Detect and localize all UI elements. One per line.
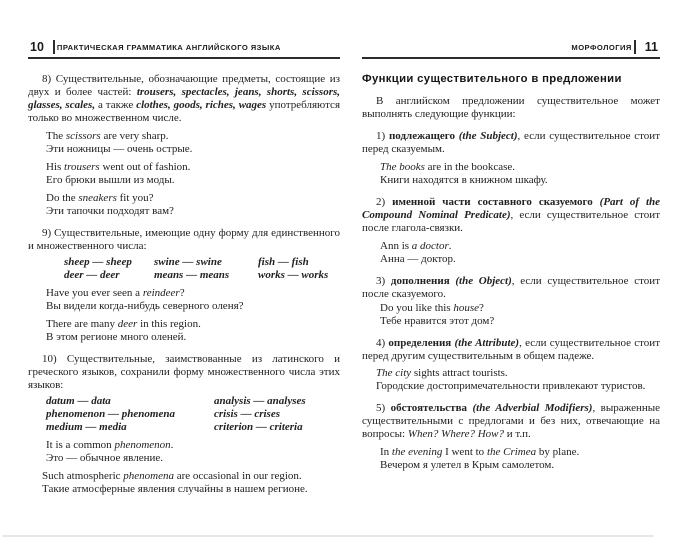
numbered-paragraph [362,130,660,156]
page-left-body [28,73,340,496]
text-segment: Его брюки вышли из моды. [46,174,175,186]
example-english [380,446,660,459]
example-english [46,318,340,331]
example-translation [46,205,340,218]
text-segment: 3) [376,275,391,287]
word-pair: sheep — sheep [64,256,132,268]
paragraph [28,470,340,483]
example-english [46,287,340,300]
text-segment: , если существительное стоит после сказуемого. [362,275,661,300]
numbered-paragraph [362,337,660,363]
example-english [46,192,340,205]
text-segment: Книги находятся в книжном шкафу. [380,174,548,186]
word-pair: criterion — criteria [214,421,303,433]
text-segment: дополнения [390,275,450,287]
text-segment: His [46,161,65,173]
text-segment: by plane. [536,446,580,458]
page-number-right: 11 [634,40,660,54]
text-segment: 1) [376,130,389,142]
text-segment: There are many [46,318,118,330]
text-segment: scissors [65,130,101,142]
example-translation [380,253,660,266]
text-segment: It is a common [46,439,115,451]
text-segment: went out of fashion. [99,161,191,173]
text-segment [593,196,600,208]
text-segment: . [170,439,174,451]
text-segment: are very sharp. [100,130,169,142]
text-segment: a doctor [411,240,449,252]
text-segment: 4) [376,337,389,349]
text-segment: (the Adverbial Modifiers) [472,402,593,414]
example-pair [46,192,340,218]
text-segment: Such atmospheric [42,470,124,482]
numbered-paragraph [362,275,660,301]
word-pair: phenomenon — phenomena [46,408,175,420]
word-pair: swine — swine [154,256,222,268]
example-translation [46,174,340,187]
text-segment: are occasional in our region. [173,470,302,482]
text-segment: sneakers [78,192,117,204]
text-segment: phenomena [123,470,174,482]
text-segment: Эти тапочки подходят вам? [46,205,174,217]
example-pair [380,240,660,266]
text-segment: . [448,240,452,252]
text-segment: I went to [442,446,487,458]
page-number-left: 10 [28,40,55,54]
text-segment: Это — обычное явление. [46,452,163,464]
text-segment: Городские достопримечательности привлекают туристов. [376,380,646,392]
text-segment: (the Object) [455,275,512,287]
word-pair: means — means [154,269,230,281]
word-pair: crisis — crises [214,408,280,420]
text-segment: именной части составного сказуемого [392,196,593,208]
text-segment: 5) [376,402,391,414]
text-segment: phenomenon [114,439,171,451]
paragraph [362,380,660,393]
page-right-header [362,40,660,59]
word-pair: datum — data [46,395,111,407]
text-segment: подлежащего [388,130,455,142]
example-translation [380,174,660,187]
paragraph [362,95,660,121]
text-segment: trousers, spectacles, jeans, shorts, scissors, glasses, scales, [28,86,341,111]
text-segment: Вы видели когда-нибудь северного оленя? [46,300,244,312]
numbered-paragraph [28,73,340,125]
text-segment: house [453,302,480,314]
text-segment: ? [479,302,484,314]
example-pair [46,287,340,313]
running-title-left: ПРАКТИЧЕСКАЯ ГРАММАТИКА АНГЛИЙСКОГО ЯЗЫКА [56,42,281,52]
numbered-paragraph [362,196,660,235]
example-english [380,302,660,315]
word-pair: fish — fish [258,256,309,268]
text-segment: , если существительное стоит перед другим существительным в общем падеже. [362,337,660,362]
example-translation [46,331,340,344]
text-segment: , если существительное стоит после глагола-связки. [362,209,660,234]
text-segment: и т.п. [504,428,531,440]
page-right-body [362,73,660,472]
example-translation [46,452,340,465]
page-bottom-edge [2,535,654,537]
text-segment: определения [388,337,452,349]
text-segment: В английском предложении существительное может выполнять следующие функции: [362,95,660,120]
word-pair: works — works [258,269,329,281]
text-segment: reindeer [142,287,180,299]
text-segment: Ann is [380,240,412,252]
text-segment: В этом регионе много оленей. [46,331,187,343]
text-segment: The city [376,367,412,379]
text-segment: употребляются только во множественном числе. [28,99,340,124]
text-segment: In [380,446,392,458]
text-segment: When? Where? How? [407,428,504,440]
text-segment: the Crimea [486,446,537,458]
text-segment: Вечером я улетел в Крым самолетом. [380,459,555,471]
word-pair: analysis — analyses [214,395,306,407]
example-english [380,161,660,174]
example-english [46,439,340,452]
text-segment: in this region. [137,318,201,330]
paragraph [362,367,660,380]
example-pair [46,318,340,344]
example-english [46,130,340,143]
text-segment: Do the [46,192,79,204]
text-segment: sights attract tourists. [411,367,508,379]
text-segment: (Part of the Compound Nominal Predicate) [362,196,660,221]
paragraph [28,483,340,496]
example-pair [46,439,340,465]
text-segment: , выраженные существительными с предлогами и без них, отвечающие на вопросы: [362,402,661,440]
text-segment: обстоятельства [390,402,468,414]
text-segment: Эти ножницы — очень острые. [46,143,193,155]
example-translation [380,459,660,472]
text-segment: 10) Существительные, заимствованные из латинского и греческого языков, сохранили форму множественного числа этих языков: [28,353,340,391]
word-pairs-table [46,395,340,434]
page-left-header [28,40,340,59]
example-english [380,240,660,253]
running-title-right: МОРФОЛОГИЯ [571,42,632,52]
text-segment: deer [117,318,138,330]
example-translation [46,300,340,313]
section-heading: Функции существительного в предложении [362,73,622,85]
text-segment: Анна — доктор. [380,253,456,265]
text-segment: 9) Существительные, имеющие одну форму для единственного и множественного числа: [28,227,340,252]
text-segment: Do you like this [380,302,454,314]
text-segment: (the Attribute) [454,337,520,349]
text-segment: The books [380,161,425,173]
numbered-paragraph [28,353,340,392]
text-segment: ? [179,287,185,299]
page-left [28,40,340,496]
text-segment: Тебе нравится этот дом? [380,315,495,327]
word-pairs-table [64,256,340,282]
text-segment: Такие атмосферные явления случайны в нашем регионе. [42,483,308,495]
example-pair [380,161,660,187]
text-segment: Have you ever seen a [46,287,143,299]
text-segment: (the Subject) [458,130,518,142]
word-pair: deer — deer [64,269,120,281]
text-segment: trousers [64,161,100,173]
text-segment: are in the bookcase. [424,161,516,173]
text-segment: , если существительное стоит перед сказуемым. [362,130,661,155]
text-segment: 2) [376,196,393,208]
numbered-paragraph [362,402,660,441]
example-pair [380,446,660,472]
example-translation [380,315,660,328]
text-segment: 8) Существительные, обозначающие предметы, состоящие из двух и более частей: [28,73,340,98]
numbered-paragraph [28,227,340,253]
text-segment: а также [95,99,137,111]
example-pair [46,161,340,187]
example-pair [46,130,340,156]
word-pair: medium — media [46,421,127,433]
text-segment: The [46,130,66,142]
page-right [362,40,660,496]
example-pair [380,302,660,328]
example-translation [46,143,340,156]
text-segment: fit you? [116,192,154,204]
text-segment: clothes, goods, riches, wages [136,99,267,111]
text-segment: the evening [391,446,443,458]
example-english [46,161,340,174]
